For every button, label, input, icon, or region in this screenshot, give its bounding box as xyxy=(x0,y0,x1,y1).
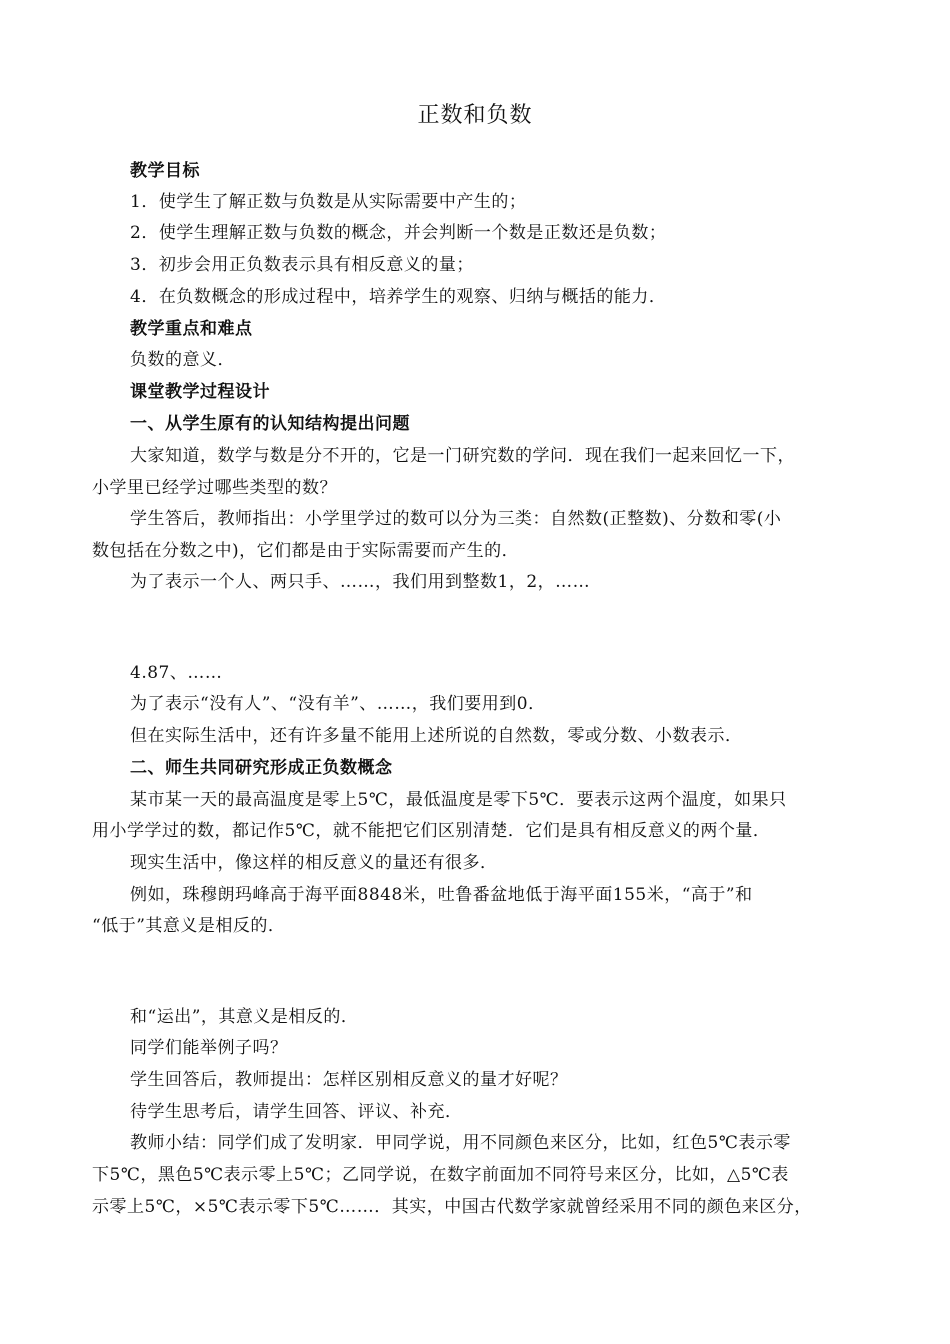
objective-4: 4．在负数概念的形成过程中，培养学生的观察、归纳与概括的能力． xyxy=(130,287,667,307)
paragraph-5: 为了表示“没有人”、“没有羊”、……，我们要用到0． xyxy=(130,694,546,714)
paragraph-11: 同学们能举例子吗？ xyxy=(130,1038,288,1058)
paragraph-14-line-2: 下5℃，黑色5℃表示零上5℃；乙同学说，在数字前面加不同符号来区分，比如，△5℃表 xyxy=(92,1165,789,1185)
key-points-text: 负数的意义． xyxy=(130,350,235,370)
paragraph-2-line-1: 学生答后，教师指出：小学里学过的数可以分为三类：自然数(正整数)、分数和零(小 xyxy=(130,509,782,529)
page-title: 正数和负数 xyxy=(417,103,533,128)
paragraph-7-line-2: 用小学学过的数，都记作5℃，就不能把它们区别清楚．它们是具有相反意义的两个量． xyxy=(92,821,771,841)
paragraph-2-line-2: 数包括在分数之中)，它们都是由于实际需要而产生的． xyxy=(92,541,520,561)
heading-key-points: 教学重点和难点 xyxy=(130,319,253,339)
paragraph-10: 和“运出”，其意义是相反的． xyxy=(130,1007,359,1027)
objective-3: 3．初步会用正负数表示具有相反意义的量； xyxy=(130,255,474,275)
paragraph-12: 学生回答后，教师提出：怎样区别相反意义的量才好呢？ xyxy=(130,1070,568,1090)
paragraph-8: 现实生活中，像这样的相反意义的量还有很多． xyxy=(130,853,498,873)
paragraph-4: 4.87、…… xyxy=(130,663,223,683)
paragraph-9-line-1: 例如，珠穆朗玛峰高于海平面8848米，吐鲁番盆地低于海平面155米，“高于”和 xyxy=(130,885,753,905)
paragraph-14-line-1: 教师小结：同学们成了发明家．甲同学说，用不同颜色来区分，比如，红色5℃表示零 xyxy=(130,1133,791,1153)
paragraph-1-line-2: 小学里已经学过哪些类型的数？ xyxy=(92,478,337,498)
heading-section-2: 二、师生共同研究形成正负数概念 xyxy=(130,758,393,778)
objective-1: 1．使学生了解正数与负数是从实际需要中产生的； xyxy=(130,192,527,212)
paragraph-13: 待学生思考后，请学生回答、评议、补充． xyxy=(130,1102,463,1122)
paragraph-9-line-2: “低于”其意义是相反的． xyxy=(92,916,286,936)
paragraph-6: 但在实际生活中，还有许多量不能用上述所说的自然数，零或分数、小数表示． xyxy=(130,726,743,746)
paragraph-7-line-1: 某市某一天的最高温度是零上5℃，最低温度是零下5℃．要表示这两个温度，如果只 xyxy=(130,790,787,810)
paragraph-14-line-3: 示零上5℃，×5℃表示零下5℃……．其实，中国古代数学家就曾经采用不同的颜色来区分， xyxy=(92,1197,812,1217)
heading-section-1: 一、从学生原有的认知结构提出问题 xyxy=(130,414,410,434)
objective-2: 2．使学生理解正数与负数的概念，并会判断一个数是正数还是负数； xyxy=(130,223,667,243)
heading-objectives: 教学目标 xyxy=(130,161,200,181)
heading-process: 课堂教学过程设计 xyxy=(130,382,270,402)
paragraph-3: 为了表示一个人、两只手、……，我们用到整数1，2，…… xyxy=(130,572,591,592)
paragraph-1-line-1: 大家知道，数学与数是分不开的，它是一门研究数的学问．现在我们一起来回忆一下， xyxy=(130,446,795,466)
